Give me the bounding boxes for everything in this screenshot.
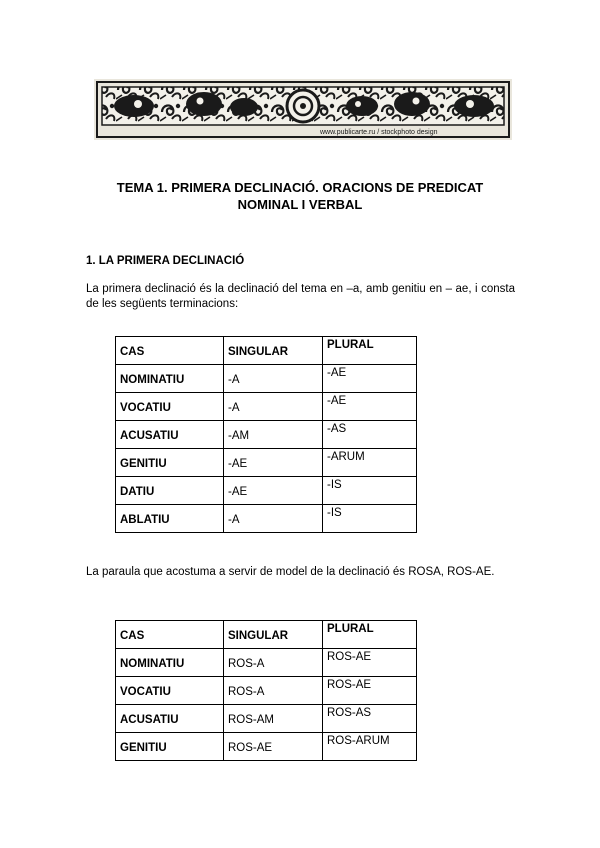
page-title bbox=[60, 179, 540, 213]
plural-cell: -IS bbox=[323, 505, 417, 533]
header-cell-plural: PLURAL bbox=[323, 337, 417, 365]
plural-cell: -ARUM bbox=[323, 449, 417, 477]
case-cell: GENITIU bbox=[116, 449, 224, 477]
table-row bbox=[116, 421, 417, 449]
singular-cell: -AM bbox=[224, 421, 323, 449]
table-row bbox=[116, 449, 417, 477]
plural-cell: ROS-AE bbox=[323, 649, 417, 677]
plural-cell: -AS bbox=[323, 421, 417, 449]
singular-cell: ROS-A bbox=[224, 677, 323, 705]
case-cell: ACUSATIU bbox=[116, 421, 224, 449]
ornamental-frieze-image bbox=[94, 79, 512, 140]
plural-cell: ROS-AS bbox=[323, 705, 417, 733]
table-row bbox=[116, 733, 417, 761]
plural-cell: -AE bbox=[323, 393, 417, 421]
case-cell: NOMINATIU bbox=[116, 649, 224, 677]
table-header-row bbox=[116, 337, 417, 365]
singular-cell: ROS-AE bbox=[224, 733, 323, 761]
page-title-line-1: TEMA 1. PRIMERA DECLINACIÓ. ORACIONS DE PREDICAT bbox=[116, 180, 484, 195]
plural-cell: -IS bbox=[323, 477, 417, 505]
ornamental-banner bbox=[94, 79, 512, 140]
banner-caption: www.publicarte.ru / stockphoto design bbox=[320, 129, 438, 136]
table-row bbox=[116, 393, 417, 421]
intro-paragraph: La primera declinació és la declinació del tema en –a, amb genitiu en – ae, i consta de les següents terminacions: bbox=[86, 283, 515, 310]
singular-cell: -A bbox=[224, 505, 323, 533]
singular-cell: -AE bbox=[224, 477, 323, 505]
table-row bbox=[116, 477, 417, 505]
plural-cell: ROS-AE bbox=[323, 677, 417, 705]
singular-cell: -AE bbox=[224, 449, 323, 477]
table-row bbox=[116, 505, 417, 533]
header-cell-cas: CAS bbox=[116, 621, 224, 649]
table-row bbox=[116, 705, 417, 733]
case-cell: NOMINATIU bbox=[116, 365, 224, 393]
endings-table bbox=[115, 336, 417, 533]
table-row bbox=[116, 677, 417, 705]
case-cell: ABLATIU bbox=[116, 505, 224, 533]
header-cell-singular: SINGULAR bbox=[224, 337, 323, 365]
case-cell: ACUSATIU bbox=[116, 705, 224, 733]
plural-cell: ROS-ARUM bbox=[323, 733, 417, 761]
table-header-row bbox=[116, 621, 417, 649]
model-paragraph: La paraula que acostuma a servir de model de la declinació és ROSA, ROS-AE. bbox=[86, 566, 495, 578]
header-cell-plural: PLURAL bbox=[323, 621, 417, 649]
header-cell-singular: SINGULAR bbox=[224, 621, 323, 649]
table-row bbox=[116, 365, 417, 393]
singular-cell: -A bbox=[224, 365, 323, 393]
case-cell: VOCATIU bbox=[116, 393, 224, 421]
header-cell-cas: CAS bbox=[116, 337, 224, 365]
case-cell: DATIU bbox=[116, 477, 224, 505]
singular-cell: ROS-AM bbox=[224, 705, 323, 733]
page-title-line-2: NOMINAL I VERBAL bbox=[237, 197, 363, 212]
section-heading: 1. LA PRIMERA DECLINACIÓ bbox=[86, 255, 245, 267]
rosa-table bbox=[115, 620, 417, 761]
case-cell: VOCATIU bbox=[116, 677, 224, 705]
case-cell: GENITIU bbox=[116, 733, 224, 761]
plural-cell: -AE bbox=[323, 365, 417, 393]
singular-cell: ROS-A bbox=[224, 649, 323, 677]
singular-cell: -A bbox=[224, 393, 323, 421]
table-row bbox=[116, 649, 417, 677]
